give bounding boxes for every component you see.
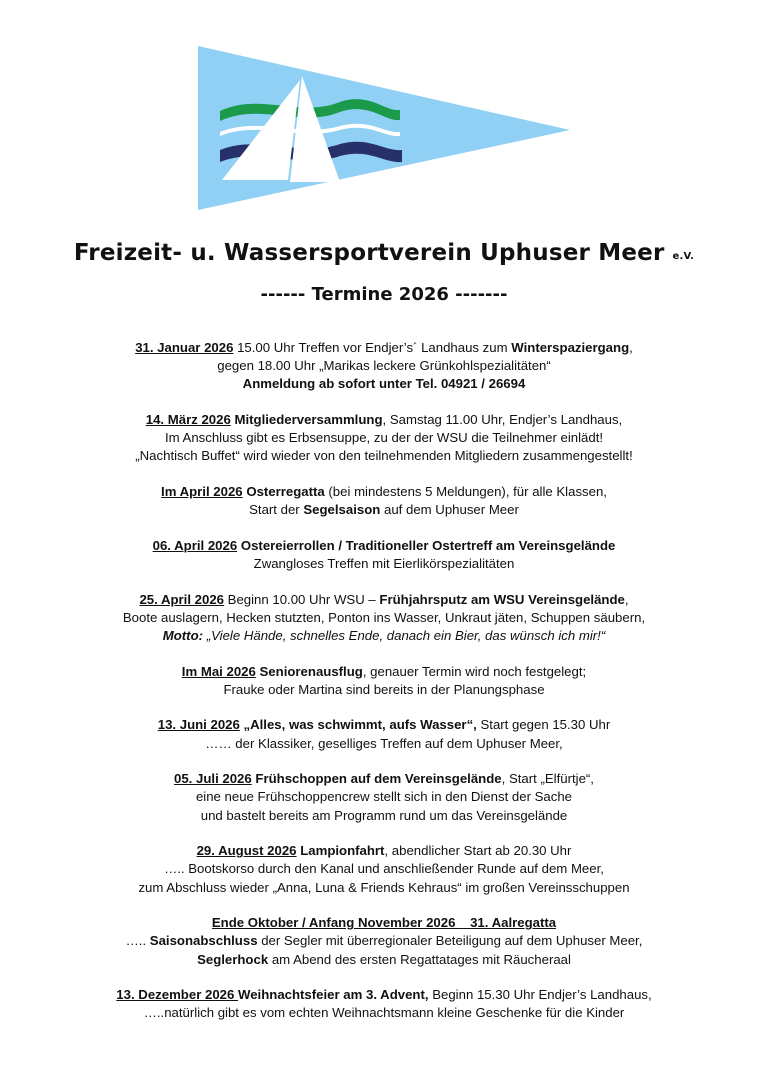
event-aalregatta: Ende Oktober / Anfang November 2026 31. Aalregatta ….. Saisonabschluss der Segler mit überregionaler Beteiligung auf dem Uphuser Meer, Seglerhock am Abend des ersten Regattatages mit Räucheraal [125,915,643,967]
event-date: 13. Juni 2026 [157,717,240,733]
event-april-osterregatta: Im April 2026 Osterregatta (bei mindestens 5 Meldungen), für alle Klassen, Start der Segelsaison auf dem Uphuser Meer [161,484,607,518]
event-date: Im April 2026 [161,484,243,499]
event-seniorenausflug: Im Mai 2026 Seniorenausflug, genauer Termin wird noch festgelegt; Frauke oder Martina sind bereits in der Planungsphase [181,663,587,697]
registration-phone: Anmeldung ab sofort unter Tel. 04921 / 26694 [242,376,526,392]
page-subtitle: ------ Termine 2026 ------- [260,284,508,305]
event-dezember: 13. Dezember 2026 Weihnachtsfeier am 3. Advent, Beginn 15.30 Uhr Endjer’s Landhaus, …..natürlich gibt es vom echten Weihnachtsmann kleine Geschenke für die Kinder [116,987,652,1021]
sailing-pennant-logo-icon [190,40,580,216]
club-logo [190,40,580,216]
event-date: 29. August 2026 [196,843,297,859]
event-date: 06. April 2026 [152,537,238,553]
event-date: Im Mai 2026 [181,663,256,679]
event-juli: 05. Juli 2026 Frühschoppen auf dem Vereinsgelände, Start „Elfürtje“, eine neue Frühschoppencrew stellt sich in den Dienst der Sache und bastelt bereits am Programm rund um das Vereinsgelände [174,771,594,823]
club-suffix: e.V. [672,251,695,262]
events-list [0,339,768,1040]
event-date: 13. Dezember 2026 [116,987,238,1003]
event-date: 25. April 2026 [139,591,224,607]
event-august: 29. August 2026 Lampionfahrt, abendlicher Start ab 20.30 Uhr ….. Bootskorso durch den Kanal und anschließender Runde auf dem Meer, zum Abschluss wieder „Anna, Luna & Friends Kehraus“ im großen Vereinsschuppen [138,843,630,895]
page-title [0,240,768,266]
event-januar: 31. Januar 2026 15.00 Uhr Treffen vor Endjer’s´ Landhaus zum Winterspaziergang, gegen 18.00 Uhr „Marikas leckere Grünkohlspezialitäten“ Anmeldung ab sofort unter Tel. 04921 / 26694 [135,340,633,392]
event-ostereierrollen: 06. April 2026 Ostereierrollen / Traditioneller Ostertreff am Vereinsgelände Zwangloses Treffen mit Eierlikörspezialitäten [152,537,616,571]
event-date: 05. Juli 2026 [174,771,252,787]
event-maerz: 14. März 2026 Mitgliederversammlung, Samstag 11.00 Uhr, Endjer’s Landhaus, Im Anschluss gibt es Erbsensuppe, zu der der WSU die Teilnehmer einlädt! „Nachtisch Buffet“ wird wieder von den teilnehmenden Mitgliedern zusammengestellt! [135,412,633,464]
event-date: 31. Januar 2026 [135,340,234,355]
event-juni: 13. Juni 2026 „Alles, was schwimmt, aufs Wasser“, Start gegen 15.30 Uhr …… der Klassiker, geselliges Treffen auf dem Uphuser Meer, [157,717,611,751]
club-name: Freizeit- u. Wassersportverein Uphuser Meer [73,240,665,266]
event-date: 14. März 2026 [145,412,231,427]
event-date: Ende Oktober / Anfang November 2026 31. Aalregatta [211,915,557,931]
event-fruehjahrsputz: 25. April 2026 Beginn 10.00 Uhr WSU – Frühjahrsputz am WSU Vereinsgelände, Boote auslagern, Hecken stutzten, Ponton ins Wasser, Unkraut jäten, Schuppen säubern, Motto: „Viele Hände, schnelles Ende, danach ein Bier, das wünsch ich mir!“ [122,591,646,643]
